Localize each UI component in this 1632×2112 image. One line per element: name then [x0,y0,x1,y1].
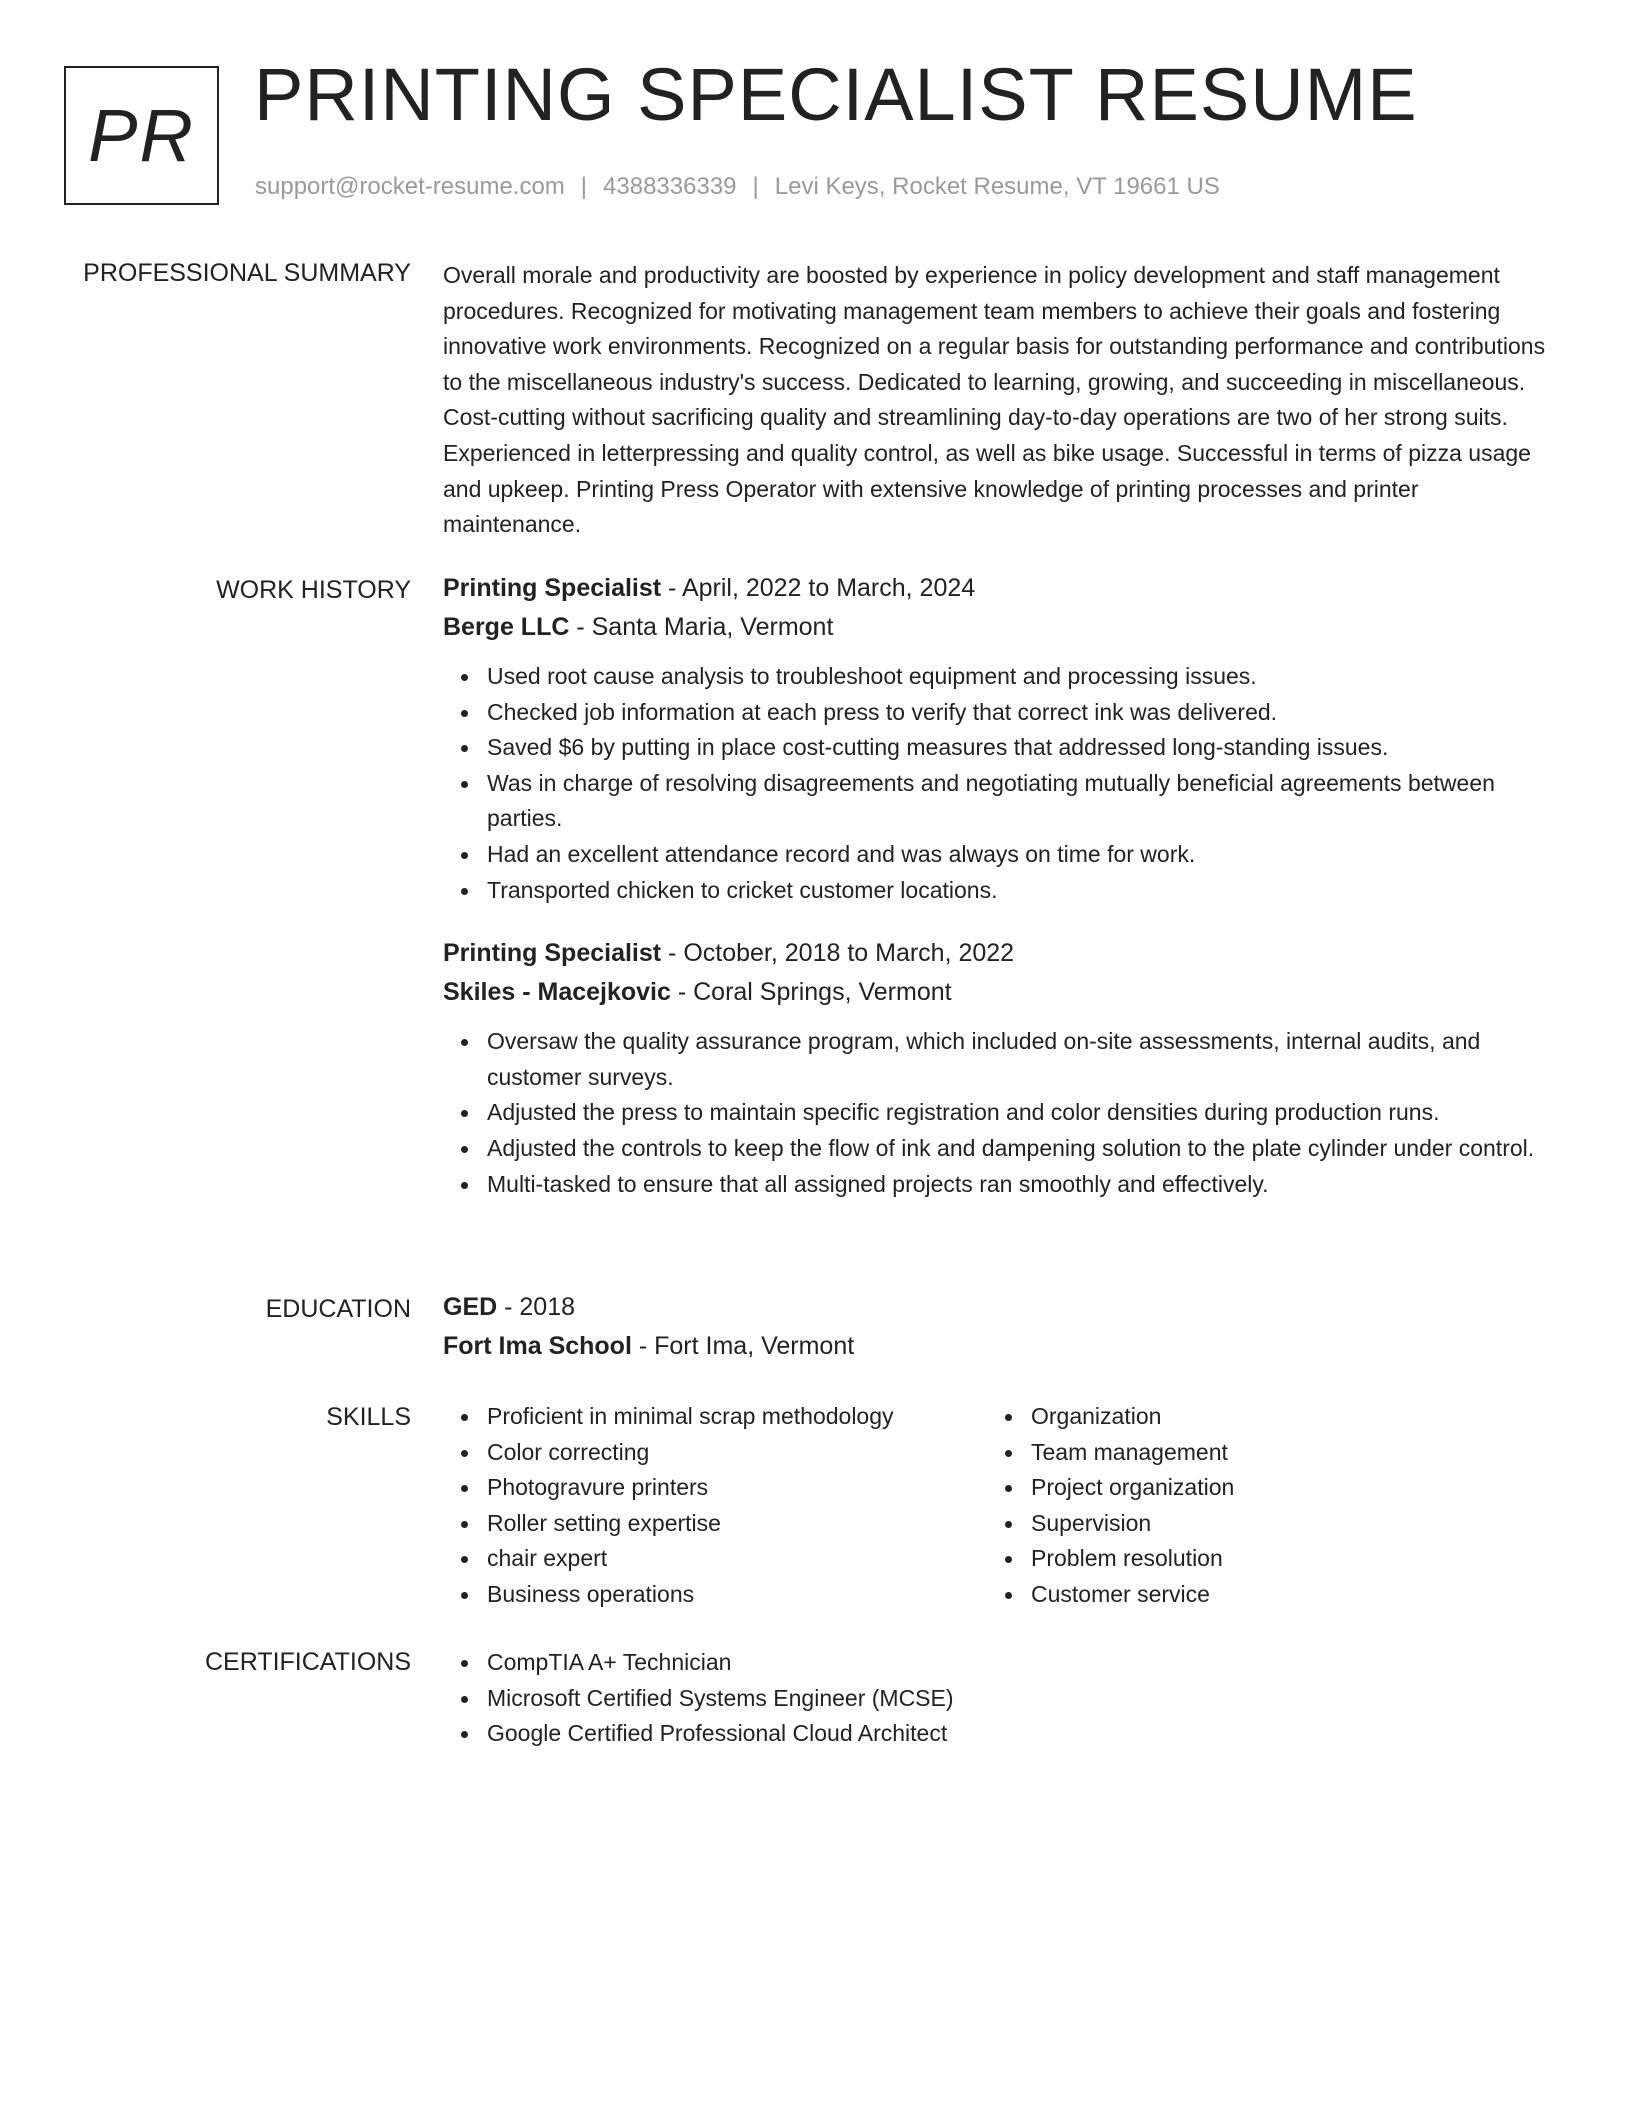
job-bullet: Multi-tasked to ensure that all assigned projects ran smoothly and effectively. [487,1167,1553,1203]
contact-address: Levi Keys, Rocket Resume, VT 19661 US [774,173,1220,200]
skill-item: Supervision [1031,1506,1507,1542]
resume-title: PRINTING SPECIALIST RESUME [254,53,1418,136]
education-degree: GED [443,1293,498,1321]
skill-item: Roller setting expertise [487,1506,987,1542]
job-title-line [443,934,1553,973]
section-label-work-history: WORK HISTORY [216,576,411,604]
summary-text: Overall morale and productivity are boosted by experience in policy development and staff management procedures. Recognized for motivating management team members to achieve their goals and fostering innovative work environments. Recognized on a regular basis for outstanding performance and contributions to the miscellaneous industry's success. Dedicated to learning, growing, and succeeding in miscellaneous. Cost-cutting without sacrificing quality and streamlining day-to-day operations are two of her strong suits. Experienced in letterpressing and quality control, as well as bike usage. Successful in terms of pizza usage and upkeep. Printing Press Operator with extensive knowledge of printing processes and printer maintenance. [443,262,1546,538]
job-bullet: Was in charge of resolving disagreements and negotiating mutually beneficial agreements between parties. [487,766,1553,837]
skills-grid [443,1399,1553,1613]
summary-body [443,258,1553,543]
certifications-list [443,1645,1553,1752]
education-year: - 2018 [497,1293,576,1321]
job-company-line [443,608,1553,647]
job-title: Printing Specialist [443,574,662,602]
education-degree-line [443,1288,1553,1327]
job-bullets [443,1024,1553,1202]
skills-body [443,1399,1553,1613]
certification-item: Microsoft Certified Systems Engineer (MCSE) [487,1681,1553,1717]
job-entry [443,934,1553,1202]
skill-item: Proficient in minimal scrap methodology [487,1399,987,1435]
certification-item: CompTIA A+ Technician [487,1645,1553,1681]
job-location: - Coral Springs, Vermont [670,978,952,1007]
job-company: Skiles - Macejkovic [443,978,671,1007]
job-title-line [443,569,1553,608]
job-bullet: Checked job information at each press to verify that correct ink was delivered. [487,695,1553,731]
skill-item: chair expert [487,1541,987,1577]
skills-list [987,1399,1507,1613]
skills-list [443,1399,987,1613]
job-location: - Santa Maria, Vermont [569,613,834,641]
contact-separator: | [752,173,759,200]
skill-item: Project organization [1031,1470,1507,1506]
skills-column [987,1399,1507,1613]
job-bullet: Adjusted the controls to keep the flow of ink and dampening solution to the plate cylinder under control. [487,1131,1553,1167]
section-label-education: EDUCATION [265,1295,411,1323]
contact-separator: | [580,173,588,200]
skills-column [443,1399,987,1613]
skill-item: Organization [1031,1399,1507,1435]
job-title: Printing Specialist [443,939,662,968]
monogram-box [64,66,219,205]
job-bullet: Adjusted the press to maintain specific registration and color densities during production runs. [487,1095,1553,1131]
job-bullet: Saved $6 by putting in place cost-cutting measures that addressed long-standing issues. [487,730,1553,766]
job-bullet: Had an excellent attendance record and was always on time for work. [487,837,1553,873]
job-bullet: Oversaw the quality assurance program, which included on-site assessments, internal audits, and customer surveys. [487,1024,1553,1095]
section-label-summary: PROFESSIONAL SUMMARY [83,259,411,287]
job-company: Berge LLC [443,613,570,641]
skill-item: Customer service [1031,1577,1507,1613]
education-body [443,1288,1553,1366]
job-bullet: Transported chicken to cricket customer locations. [487,873,1553,909]
skill-item: Photogravure printers [487,1470,987,1506]
monogram-initials: PR [88,94,195,177]
certification-item: Google Certified Professional Cloud Architect [487,1716,1553,1752]
skill-item: Problem resolution [1031,1541,1507,1577]
job-bullets [443,659,1553,908]
contact-line [255,175,1220,199]
skill-item: Business operations [487,1577,987,1613]
education-location: - Fort Ima, Vermont [631,1332,855,1360]
job-dates: - April, 2022 to March, 2024 [661,574,976,602]
section-label-certifications: CERTIFICATIONS [204,1648,411,1676]
education-school-line [443,1327,1553,1366]
job-entry [443,569,1553,908]
skill-item: Team management [1031,1435,1507,1471]
section-label-skills: SKILLS [326,1403,411,1431]
certifications-body [443,1645,1553,1752]
contact-phone[interactable]: 4388336339 [603,173,737,200]
job-bullet: Used root cause analysis to troubleshoot equipment and processing issues. [487,659,1553,695]
work-history-body [443,569,1553,1202]
skill-item: Color correcting [487,1435,987,1471]
contact-email[interactable]: support@rocket-resume.com [255,173,565,200]
education-school: Fort Ima School [443,1332,632,1360]
job-company-line [443,973,1553,1012]
job-dates: - October, 2018 to March, 2022 [661,939,1015,968]
